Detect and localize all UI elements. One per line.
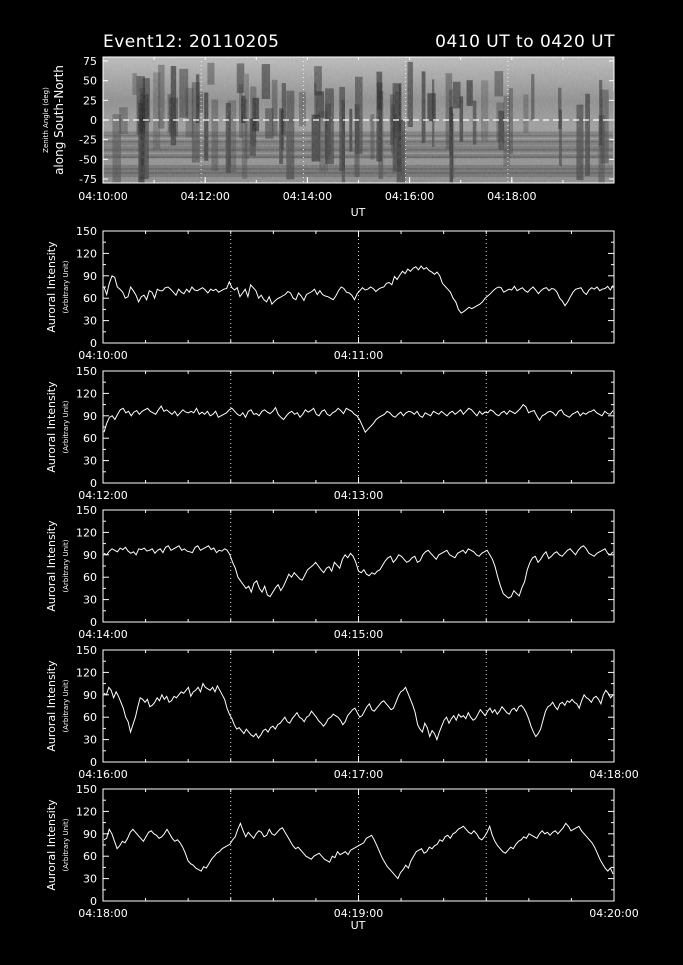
intensity-panel-1 [45, 225, 614, 362]
panel-ytick-label: 0 [90, 477, 97, 490]
panel-ytick-label: 90 [83, 827, 97, 841]
panel-ytick-label: 90 [83, 409, 97, 423]
panel-ytick-label: 60 [83, 711, 97, 725]
keogram-xtick-label: 04:14:00 [282, 190, 333, 203]
panel-ytick-label: 30 [83, 454, 97, 468]
panel-ylabel-unit: (Arbitrary Unit) [62, 539, 70, 593]
panel-ytick-label: 30 [83, 733, 97, 747]
intensity-panels [45, 225, 639, 932]
panel-ylabel-unit: (Arbitrary Unit) [62, 818, 70, 872]
panel-ytick-label: 150 [76, 365, 97, 378]
panel-xtick-label: 04:18:00 [589, 768, 639, 781]
keogram-xtick-label: 04:12:00 [180, 190, 230, 203]
keogram-panel [42, 55, 620, 219]
keogram-ytick-label: -50 [79, 153, 97, 167]
panel-ylabel-unit: (Arbitrary Unit) [62, 260, 70, 314]
panel-xtick-label: 04:16:00 [78, 768, 128, 781]
panel-ytick-label: 90 [83, 688, 97, 702]
panel-ytick-label: 150 [76, 225, 97, 238]
panel-ytick-label: 120 [76, 247, 97, 261]
panel-ytick-label: 30 [83, 314, 97, 328]
keogram-xtick-label: 04:18:00 [487, 190, 537, 203]
panel-ytick-label: 150 [76, 644, 97, 657]
keogram-xtick-label: 04:16:00 [384, 190, 435, 203]
panel-xtick-label: 04:17:00 [333, 768, 384, 781]
keogram-ytick-label: 25 [83, 94, 97, 108]
panel-ytick-label: 60 [83, 432, 97, 446]
panel-ytick-label: 60 [83, 850, 97, 864]
keogram-ytick-label: 75 [83, 55, 97, 68]
chart-title-time-range: 0410 UT to 0420 UT [435, 32, 615, 52]
panel-xlabel: UT [350, 919, 366, 932]
intensity-series-line [104, 405, 613, 433]
panel-ytick-label: 90 [83, 548, 97, 562]
panel-ytick-label: 0 [90, 337, 97, 350]
panel-xtick-label: 04:20:00 [589, 907, 639, 920]
panel-ytick-label: 120 [76, 526, 97, 540]
chart-title-event: Event12: 20110205 [103, 32, 280, 52]
keogram-ylabel-zenith: Zenith Angle (deg) [42, 87, 50, 153]
keogram-xtick-label: 04:10:00 [78, 190, 128, 203]
keogram-ytick-label: 0 [90, 114, 97, 127]
panel-ytick-label: 0 [90, 616, 97, 629]
panel-ylabel: Auroral Intensity [45, 520, 58, 612]
panel-ylabel: Auroral Intensity [45, 799, 58, 891]
panel-xtick-label: 04:14:00 [78, 628, 128, 641]
intensity-panel-5 [45, 783, 639, 932]
panel-ytick-label: 60 [83, 571, 97, 585]
intensity-series-line [104, 823, 613, 878]
panel-ytick-label: 120 [76, 666, 97, 680]
panel-ytick-label: 0 [90, 895, 97, 908]
panel-ytick-label: 120 [76, 387, 97, 401]
panel-xtick-label: 04:15:00 [333, 628, 384, 641]
panel-ylabel-unit: (Arbitrary Unit) [62, 400, 70, 454]
keogram-ylabel-south-north: along South-North [52, 65, 66, 175]
panel-ytick-label: 120 [76, 805, 97, 819]
panel-xtick-label: 04:19:00 [333, 907, 384, 920]
intensity-series-line [104, 266, 613, 313]
panel-ytick-label: 0 [90, 756, 97, 769]
panel-ylabel: Auroral Intensity [45, 241, 58, 333]
panel-ylabel-unit: (Arbitrary Unit) [62, 679, 70, 733]
panel-ylabel: Auroral Intensity [45, 660, 58, 752]
panel-ytick-label: 30 [83, 872, 97, 886]
panel-ytick-label: 30 [83, 593, 97, 607]
panel-ytick-label: 90 [83, 269, 97, 283]
keogram-ytick-label: -75 [79, 173, 97, 186]
panel-ytick-label: 60 [83, 292, 97, 306]
panel-xtick-label: 04:10:00 [78, 349, 128, 362]
keogram-ytick-label: -25 [79, 133, 97, 147]
panel-ylabel: Auroral Intensity [45, 381, 58, 473]
panel-ytick-label: 150 [76, 783, 97, 796]
panel-xtick-label: 04:12:00 [78, 489, 128, 502]
panel-xtick-label: 04:11:00 [333, 349, 384, 362]
intensity-panel-4 [45, 644, 639, 781]
panel-xtick-label: 04:13:00 [333, 489, 384, 502]
keogram-ytick-label: 50 [83, 74, 97, 88]
keogram-xlabel: UT [350, 206, 366, 219]
panel-xtick-label: 04:18:00 [78, 907, 128, 920]
intensity-panel-2 [45, 365, 614, 502]
intensity-series-line [104, 684, 613, 740]
intensity-panel-3 [45, 504, 614, 641]
panel-ytick-label: 150 [76, 504, 97, 517]
